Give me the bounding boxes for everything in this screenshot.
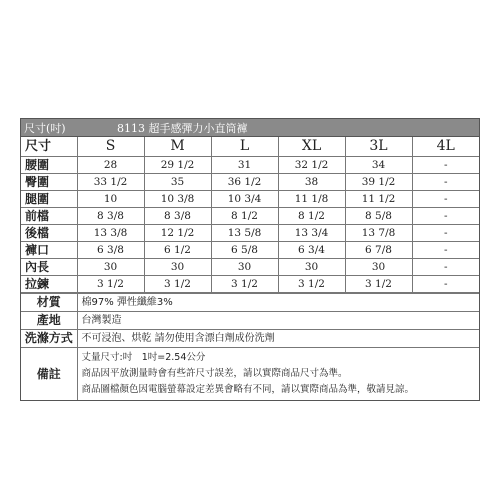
- measurement-value: 10 3/4: [211, 191, 278, 208]
- product-name: 8113 超手感彈力小直筒褲: [117, 121, 248, 135]
- measurement-row: [21, 276, 479, 293]
- measurement-value: -: [412, 174, 479, 191]
- measurement-value: 13 3/4: [278, 225, 345, 242]
- measurement-value: 11 1/8: [278, 191, 345, 208]
- measurement-value: 6 3/8: [77, 242, 144, 259]
- product-info-table: [21, 293, 479, 400]
- measurement-value: -: [412, 208, 479, 225]
- measurement-row: [21, 157, 479, 174]
- size-table: [21, 137, 479, 293]
- measurement-label: 前檔: [21, 208, 77, 225]
- material-label: 材質: [21, 294, 77, 312]
- notes-row: [21, 348, 479, 401]
- measurement-value: 3 1/2: [211, 276, 278, 293]
- note-line: 商品因平放測量時會有些許尺寸誤差，請以實際商品尺寸為準。: [81, 368, 348, 379]
- measurement-value: 28: [77, 157, 144, 174]
- measurement-value: 12 1/2: [144, 225, 211, 242]
- note-line: 商品圖檔顏色因電腦螢幕設定差異會略有不同，請以實際商品為準，敬請見諒。: [81, 384, 415, 395]
- measurement-value: -: [412, 242, 479, 259]
- unit-label: 尺寸(吋): [24, 121, 66, 135]
- size-chart: [20, 118, 480, 401]
- measurement-value: 8 3/8: [77, 208, 144, 225]
- size-col-header: XL: [278, 137, 345, 157]
- measurement-value: 11 1/2: [345, 191, 412, 208]
- measurement-value: 35: [144, 174, 211, 191]
- wash-row: [21, 330, 479, 348]
- measurement-label: 內長: [21, 259, 77, 276]
- measurement-value: 36 1/2: [211, 174, 278, 191]
- origin-label: 產地: [21, 312, 77, 330]
- measurement-value: 3 1/2: [278, 276, 345, 293]
- size-col-header: S: [77, 137, 144, 157]
- material-row: [21, 294, 479, 312]
- measurement-value: 30: [144, 259, 211, 276]
- measurement-value: -: [412, 157, 479, 174]
- wash-label: 洗滌方式: [21, 330, 77, 348]
- measurement-value: -: [412, 276, 479, 293]
- measurement-label: 拉鍊: [21, 276, 77, 293]
- measurement-value: 30: [278, 259, 345, 276]
- measurement-value: 6 1/2: [144, 242, 211, 259]
- measurement-value: 6 5/8: [211, 242, 278, 259]
- size-col-header: M: [144, 137, 211, 157]
- wash-value: 不可浸泡、烘乾 請勿使用含漂白劑成份洗劑: [77, 330, 479, 348]
- measurement-row: [21, 225, 479, 242]
- notes-label: 備註: [21, 348, 77, 401]
- measurement-value: -: [412, 191, 479, 208]
- measurement-row: [21, 259, 479, 276]
- measurement-value: 30: [77, 259, 144, 276]
- measurement-value: 29 1/2: [144, 157, 211, 174]
- measurement-row: [21, 191, 479, 208]
- measurement-value: 3 1/2: [144, 276, 211, 293]
- size-col-header: 3L: [345, 137, 412, 157]
- measurement-label: 褲口: [21, 242, 77, 259]
- size-col-header: L: [211, 137, 278, 157]
- measurement-value: 13 5/8: [211, 225, 278, 242]
- measurement-value: 32 1/2: [278, 157, 345, 174]
- measurement-label: 臀圍: [21, 174, 77, 191]
- origin-row: [21, 312, 479, 330]
- measurement-value: 8 1/2: [211, 208, 278, 225]
- measurement-row: [21, 174, 479, 191]
- measurement-value: 3 1/2: [345, 276, 412, 293]
- measurement-row: [21, 242, 479, 259]
- measurement-value: 30: [345, 259, 412, 276]
- measurement-label: 腰圍: [21, 157, 77, 174]
- measurement-value: 10: [77, 191, 144, 208]
- measurement-value: 33 1/2: [77, 174, 144, 191]
- measurement-value: 8 5/8: [345, 208, 412, 225]
- note-line: 丈量尺寸:吋 1吋=2.54公分: [81, 352, 206, 363]
- size-header-row: [21, 137, 479, 157]
- measurement-value: 39 1/2: [345, 174, 412, 191]
- size-header-label: 尺寸: [21, 137, 77, 157]
- measurement-value: 10 3/8: [144, 191, 211, 208]
- measurement-label: 腿圍: [21, 191, 77, 208]
- measurement-row: [21, 208, 479, 225]
- measurement-value: -: [412, 259, 479, 276]
- measurement-value: 38: [278, 174, 345, 191]
- measurement-value: 34: [345, 157, 412, 174]
- measurement-value: 6 3/4: [278, 242, 345, 259]
- measurement-value: 31: [211, 157, 278, 174]
- measurement-label: 後檔: [21, 225, 77, 242]
- measurement-value: 3 1/2: [77, 276, 144, 293]
- measurement-value: 13 7/8: [345, 225, 412, 242]
- measurement-value: 8 1/2: [278, 208, 345, 225]
- size-col-header: 4L: [412, 137, 479, 157]
- measurement-value: 8 3/8: [144, 208, 211, 225]
- measurement-value: 30: [211, 259, 278, 276]
- measurement-value: 13 3/8: [77, 225, 144, 242]
- measurement-value: -: [412, 225, 479, 242]
- measurement-value: 6 7/8: [345, 242, 412, 259]
- chart-title-bar: [21, 119, 479, 137]
- material-value: 棉97% 彈性纖維3%: [77, 294, 479, 312]
- origin-value: 台灣製造: [77, 312, 479, 330]
- notes-value: [77, 348, 479, 401]
